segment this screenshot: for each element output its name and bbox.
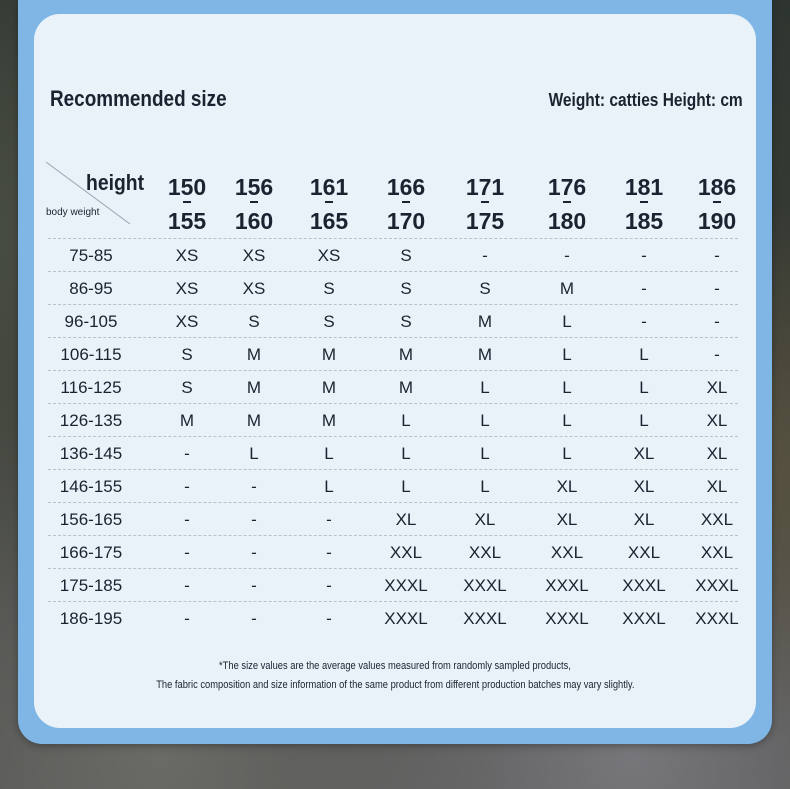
size-cell: -	[251, 510, 257, 529]
size-cell: -	[184, 444, 190, 463]
size-cell: XXL	[468, 543, 502, 562]
chart-title: Recommended size	[50, 86, 227, 111]
footnote-line-2: The fabric composition and size information of the same product from different production batches may vary slightly.	[155, 679, 635, 691]
size-cell: XXL	[550, 543, 584, 562]
size-cell: XXXL	[622, 609, 666, 628]
size-cell: -	[251, 543, 257, 562]
weight-range-cell: 75-85	[69, 246, 113, 265]
size-cell: XS	[242, 279, 266, 298]
size-cell: L	[562, 411, 572, 430]
height-column-header	[294, 170, 364, 238]
size-cell: XXL	[627, 543, 661, 562]
size-cell: S	[181, 378, 193, 397]
size-cell: L	[562, 378, 572, 397]
size-cell: L	[480, 378, 490, 397]
size-cell: XS	[175, 312, 199, 331]
height-range-start: 161	[309, 174, 349, 200]
size-cell: XL	[395, 510, 417, 529]
size-cell: S	[400, 312, 412, 331]
size-cell: M	[321, 378, 337, 397]
size-cell: L	[401, 444, 411, 463]
size-cell: M	[559, 279, 575, 298]
height-column-header	[371, 170, 441, 238]
height-range-end: 175	[450, 204, 520, 238]
size-cell: S	[323, 312, 335, 331]
height-column-header	[609, 170, 679, 238]
size-cell: XXXL	[384, 576, 428, 595]
size-cell: S	[400, 279, 412, 298]
height-range-end: 155	[152, 204, 222, 238]
table-row	[48, 568, 738, 601]
height-range-end: 160	[219, 204, 289, 238]
height-range-end: 190	[682, 204, 752, 238]
size-cell: -	[184, 576, 190, 595]
size-cell: XXXL	[463, 576, 507, 595]
height-range-start: 186	[697, 174, 737, 200]
size-cell: M	[477, 345, 493, 364]
size-cell: L	[562, 312, 572, 331]
height-range-start: 176	[547, 174, 587, 200]
size-cell: XL	[706, 411, 728, 430]
height-range-end: 185	[609, 204, 679, 238]
size-cell: XXXL	[695, 576, 739, 595]
size-cell: L	[324, 477, 334, 496]
size-cell: -	[714, 345, 720, 364]
size-cell: -	[564, 246, 570, 265]
size-cell: XL	[474, 510, 496, 529]
height-range-end: 165	[294, 204, 364, 238]
size-cell: XL	[633, 510, 655, 529]
size-cell: XXXL	[545, 576, 589, 595]
height-column-header	[682, 170, 752, 238]
weight-range-cell: 116-125	[60, 378, 122, 397]
size-cell: S	[248, 312, 260, 331]
size-cell: L	[480, 444, 490, 463]
size-cell: L	[639, 378, 649, 397]
size-cell: -	[326, 609, 332, 628]
size-cell: -	[714, 279, 720, 298]
size-cell: -	[641, 246, 647, 265]
table-row	[48, 370, 738, 403]
size-cell: -	[184, 510, 190, 529]
table-row	[48, 601, 738, 634]
weight-range-cell: 86-95	[69, 279, 113, 298]
size-cell: -	[251, 609, 257, 628]
weight-range-cell: 175-185	[59, 576, 123, 595]
weight-range-cell: 136-145	[59, 444, 123, 463]
size-cell: XXXL	[695, 609, 739, 628]
height-range-start: 171	[465, 174, 505, 200]
size-cell: XL	[706, 477, 728, 496]
size-cell: XS	[175, 246, 199, 265]
table-row	[48, 436, 738, 469]
weight-range-cell: 146-155	[59, 477, 123, 496]
size-cell: XXL	[700, 510, 734, 529]
size-cell: XL	[633, 477, 655, 496]
size-cell: S	[323, 279, 335, 298]
size-cell: M	[246, 378, 262, 397]
size-cell: -	[714, 312, 720, 331]
height-range-end: 180	[532, 204, 602, 238]
size-cell: L	[324, 444, 334, 463]
size-cell: S	[479, 279, 491, 298]
weight-range-cell: 186-195	[59, 609, 123, 628]
size-cell: XL	[706, 444, 728, 463]
height-column-header	[152, 170, 222, 238]
weight-range-cell: 106-115	[60, 345, 122, 364]
table-row	[48, 271, 738, 304]
weight-axis-label: body weight	[46, 207, 100, 218]
size-cell: M	[246, 345, 262, 364]
size-cell: -	[326, 576, 332, 595]
size-cell: M	[246, 411, 262, 430]
size-cell: XL	[633, 444, 655, 463]
height-range-start: 181	[624, 174, 664, 200]
weight-range-cell: 126-135	[59, 411, 123, 430]
size-cell: -	[184, 543, 190, 562]
size-cell: L	[562, 345, 572, 364]
table-row	[48, 469, 738, 502]
size-cell: M	[179, 411, 195, 430]
height-axis-label: height	[86, 170, 145, 195]
size-cell: L	[401, 411, 411, 430]
size-cell: XL	[556, 477, 578, 496]
size-cell: L	[639, 411, 649, 430]
height-column-header	[532, 170, 602, 238]
size-cell: -	[251, 576, 257, 595]
height-range-end: 170	[371, 204, 441, 238]
footnote-line-1: *The size values are the average values measured from randomly sampled products,	[219, 660, 571, 672]
table-row	[48, 502, 738, 535]
size-cell: -	[326, 543, 332, 562]
size-cell: XXL	[700, 543, 734, 562]
size-cell: L	[401, 477, 411, 496]
size-cell: -	[184, 477, 190, 496]
size-cell: M	[398, 345, 414, 364]
height-range-start: 166	[386, 174, 426, 200]
size-cell: XL	[556, 510, 578, 529]
size-cell: XL	[706, 378, 728, 397]
size-cell: -	[641, 312, 647, 331]
height-column-header	[450, 170, 520, 238]
height-range-start: 156	[234, 174, 274, 200]
size-cell: L	[639, 345, 649, 364]
table-row	[48, 337, 738, 370]
units-note: Weight: catties Height: cm	[548, 90, 743, 110]
size-cell: XXL	[389, 543, 423, 562]
size-cell: -	[326, 510, 332, 529]
size-cell: -	[714, 246, 720, 265]
size-cell: -	[251, 477, 257, 496]
size-cell: XS	[242, 246, 266, 265]
weight-range-cell: 156-165	[59, 510, 123, 529]
size-cell: XXXL	[545, 609, 589, 628]
table-row	[48, 403, 738, 436]
size-cell: XXXL	[622, 576, 666, 595]
table-row	[48, 304, 738, 337]
size-cell: -	[641, 279, 647, 298]
size-cell: XXXL	[384, 609, 428, 628]
size-cell: S	[181, 345, 193, 364]
size-cell: XXXL	[463, 609, 507, 628]
size-cell: M	[321, 411, 337, 430]
size-cell: M	[398, 378, 414, 397]
size-cell: L	[249, 444, 259, 463]
size-cell: -	[184, 609, 190, 628]
height-column-header	[219, 170, 289, 238]
table-row	[48, 535, 738, 568]
table-row	[48, 238, 738, 271]
size-cell: S	[400, 246, 412, 265]
weight-range-cell: 166-175	[59, 543, 123, 562]
height-range-start: 150	[167, 174, 207, 200]
size-cell: L	[480, 477, 490, 496]
size-cell: M	[321, 345, 337, 364]
size-cell: XS	[175, 279, 199, 298]
size-cell: L	[480, 411, 490, 430]
size-cell: M	[477, 312, 493, 331]
size-cell: XS	[317, 246, 341, 265]
weight-range-cell: 96-105	[64, 312, 118, 331]
size-cell: L	[562, 444, 572, 463]
size-cell: -	[482, 246, 488, 265]
